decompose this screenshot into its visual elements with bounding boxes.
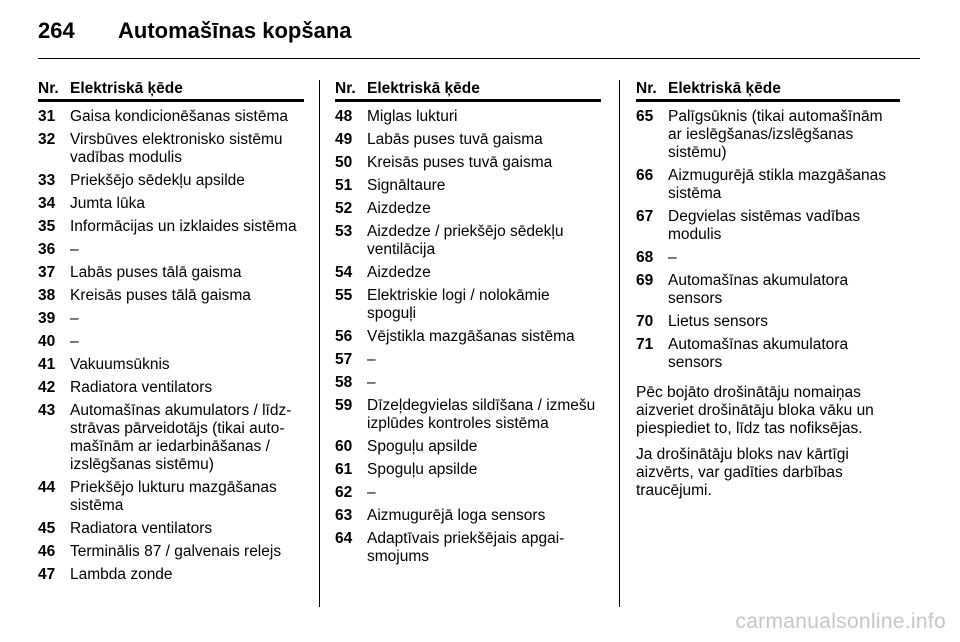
fuse-circuit: Signāltaure xyxy=(367,177,446,194)
table-row xyxy=(38,131,304,167)
fuse-number: 44 xyxy=(38,479,56,496)
table-row xyxy=(335,351,601,369)
fuse-circuit: Labās puses tālā gaisma xyxy=(70,264,242,281)
fuse-circuit: Radiatora ventilators xyxy=(70,520,213,537)
fuse-number: 40 xyxy=(38,333,56,350)
header-nr: Nr. xyxy=(38,80,59,97)
fuse-table-column-2 xyxy=(335,80,601,571)
table-row xyxy=(38,287,304,305)
table-row xyxy=(38,543,304,561)
table-row xyxy=(335,131,601,149)
fuse-table-column-3 xyxy=(636,80,900,500)
fuse-circuit: Lambda zonde xyxy=(70,566,173,583)
fuse-circuit: – xyxy=(367,484,376,501)
table-row xyxy=(335,328,601,346)
table-row xyxy=(38,566,304,584)
table-row xyxy=(38,172,304,190)
table-row xyxy=(636,108,900,162)
fuse-circuit: Elektriskie logi / nolokāmie spoguļi xyxy=(367,287,550,322)
fuse-circuit: Degvielas sistēmas vadības modulis xyxy=(668,208,861,243)
fuse-circuit: Virsbūves elektronisko sistēmu vadības modulis xyxy=(70,131,283,166)
fuse-circuit: Radiatora ventilators xyxy=(70,379,213,396)
fuse-number: 49 xyxy=(335,131,353,148)
fuse-number: 47 xyxy=(38,566,56,583)
fuse-number: 62 xyxy=(335,484,353,501)
watermark: carmanualsonline.info xyxy=(735,610,946,633)
table-row xyxy=(38,520,304,538)
table-row xyxy=(335,530,601,566)
fuse-circuit: – xyxy=(668,249,677,266)
fuse-circuit: Informācijas un izklaides sistēma xyxy=(70,218,297,235)
table-row xyxy=(636,313,900,331)
fuse-circuit: Kreisās puses tuvā gaisma xyxy=(367,154,553,171)
column-divider xyxy=(619,80,620,607)
fuse-number: 33 xyxy=(38,172,56,189)
table-row xyxy=(38,356,304,374)
fuse-circuit: Automašīnas akumulatora sensors xyxy=(668,336,849,371)
table-header xyxy=(636,80,900,102)
fuse-circuit: – xyxy=(367,374,376,391)
page-title: Automašīnas kopšana xyxy=(118,18,352,43)
note-paragraph: Pēc bojāto drošinātāju nomaiņas aizveriet drošinātāju bloka vāku un piespiediet to, līdz tas nofiksējas. xyxy=(636,384,874,437)
fuse-circuit: Spoguļu apsilde xyxy=(367,461,478,478)
fuse-number: 54 xyxy=(335,264,353,281)
table-row xyxy=(636,272,900,308)
fuse-circuit: – xyxy=(70,333,79,350)
fuse-number: 43 xyxy=(38,402,56,419)
fuse-number: 71 xyxy=(636,336,654,353)
fuse-number: 66 xyxy=(636,167,654,184)
table-row xyxy=(636,249,900,267)
table-row xyxy=(335,484,601,502)
fuse-number: 36 xyxy=(38,241,56,258)
fuse-circuit: Vējstikla mazgāšanas sistēma xyxy=(367,328,575,345)
fuse-number: 51 xyxy=(335,177,353,194)
header-circuit: Elektriskā ķēde xyxy=(70,80,183,97)
table-header xyxy=(335,80,601,102)
fuse-number: 45 xyxy=(38,520,56,537)
table-row xyxy=(335,200,601,218)
table-row xyxy=(38,241,304,259)
table-row xyxy=(335,287,601,323)
fuse-number: 55 xyxy=(335,287,353,304)
header-nr: Nr. xyxy=(636,80,657,97)
fuse-number: 31 xyxy=(38,108,56,125)
table-row xyxy=(38,310,304,328)
column-divider xyxy=(319,80,320,607)
fuse-circuit: Palīgsūknis (tikai automašīnām ar ieslēgšanas/izslēgšanas sistēmu) xyxy=(668,108,883,161)
fuse-circuit: Aizmugurējā stikla mazgāšanas sistēma xyxy=(668,167,886,202)
fuse-number: 68 xyxy=(636,249,654,266)
header-nr: Nr. xyxy=(335,80,356,97)
table-row xyxy=(38,218,304,236)
fuse-number: 53 xyxy=(335,223,353,240)
fuse-number: 39 xyxy=(38,310,56,327)
table-row xyxy=(38,402,304,474)
fuse-number: 42 xyxy=(38,379,56,396)
fuse-circuit: Jumta lūka xyxy=(70,195,145,212)
fuse-circuit: Adaptīvais priekšējais apgai-smojums xyxy=(367,530,565,565)
fuse-circuit: Aizmugurējā loga sensors xyxy=(367,507,546,524)
fuse-circuit: Spoguļu apsilde xyxy=(367,438,478,455)
fuse-table-column-1 xyxy=(38,80,304,589)
table-row xyxy=(636,208,900,244)
fuse-number: 52 xyxy=(335,200,353,217)
fuse-circuit: Priekšējo lukturu mazgāšanas sistēma xyxy=(70,479,277,514)
fuse-circuit: Automašīnas akumulators / līdz-strāvas pārveidotājs (tikai auto-mašīnām ar iedarbināšanas / izslēgšanas sistēmu) xyxy=(70,402,292,473)
fuse-number: 56 xyxy=(335,328,353,345)
fuse-number: 41 xyxy=(38,356,56,373)
fuse-circuit: Kreisās puses tālā gaisma xyxy=(70,287,251,304)
fuse-number: 57 xyxy=(335,351,353,368)
fuse-number: 65 xyxy=(636,108,654,125)
fuse-number: 60 xyxy=(335,438,353,455)
fuse-circuit: Aizdedze xyxy=(367,200,431,217)
fuse-circuit: Priekšējo sēdekļu apsilde xyxy=(70,172,245,189)
table-row xyxy=(335,177,601,195)
table-row xyxy=(38,333,304,351)
table-row xyxy=(335,264,601,282)
fuse-circuit: Miglas lukturi xyxy=(367,108,458,125)
fuse-number: 48 xyxy=(335,108,353,125)
fuse-circuit: Dīzeļdegvielas sildīšana / izmešu izplūdes kontroles sistēma xyxy=(367,397,596,432)
fuse-number: 46 xyxy=(38,543,56,560)
table-row xyxy=(335,438,601,456)
fuse-number: 38 xyxy=(38,287,56,304)
fuse-number: 70 xyxy=(636,313,654,330)
fuse-circuit: – xyxy=(70,310,79,327)
table-row xyxy=(38,379,304,397)
table-row xyxy=(636,167,900,203)
fuse-number: 59 xyxy=(335,397,353,414)
fuse-circuit: – xyxy=(70,241,79,258)
fuse-circuit: Aizdedze xyxy=(367,264,431,281)
page-header xyxy=(38,14,920,59)
note-paragraph: Ja drošinātāju bloks nav kārtīgi aizvērts, var gadīties darbības traucējumi. xyxy=(636,446,849,499)
table-row xyxy=(335,154,601,172)
table-row xyxy=(38,479,304,515)
table-row xyxy=(636,336,900,372)
table-row xyxy=(335,461,601,479)
fuse-circuit: Gaisa kondicionēšanas sistēma xyxy=(70,108,288,125)
fuse-circuit: Automašīnas akumulatora sensors xyxy=(668,272,849,307)
table-row xyxy=(335,223,601,259)
header-circuit: Elektriskā ķēde xyxy=(367,80,480,97)
fuse-circuit: Terminālis 87 / galvenais relejs xyxy=(70,543,282,560)
fuse-number: 50 xyxy=(335,154,353,171)
table-rows xyxy=(38,108,304,584)
table-rows xyxy=(335,108,601,566)
table-row xyxy=(335,374,601,392)
table-row xyxy=(335,507,601,525)
table-header xyxy=(38,80,304,102)
fuse-number: 58 xyxy=(335,374,353,391)
fuse-circuit: Lietus sensors xyxy=(668,313,768,330)
fuse-number: 32 xyxy=(38,131,56,148)
fuse-circuit: Vakuumsūknis xyxy=(70,356,170,373)
table-row xyxy=(335,108,601,126)
fuse-number: 61 xyxy=(335,461,353,478)
fuse-number: 67 xyxy=(636,208,654,225)
header-circuit: Elektriskā ķēde xyxy=(668,80,781,97)
table-row xyxy=(335,397,601,433)
fuse-number: 34 xyxy=(38,195,56,212)
table-row xyxy=(38,195,304,213)
fuse-number: 69 xyxy=(636,272,654,289)
fuse-circuit: Labās puses tuvā gaisma xyxy=(367,131,543,148)
table-row xyxy=(38,108,304,126)
table-row xyxy=(38,264,304,282)
fuse-circuit: – xyxy=(367,351,376,368)
fuse-number: 64 xyxy=(335,530,353,547)
fuse-number: 37 xyxy=(38,264,56,281)
fuse-number: 63 xyxy=(335,507,353,524)
page-number: 264 xyxy=(38,18,75,43)
fuse-number: 35 xyxy=(38,218,56,235)
fuse-circuit: Aizdedze / priekšējo sēdekļu ventilācija xyxy=(367,223,564,258)
table-rows xyxy=(636,108,900,372)
